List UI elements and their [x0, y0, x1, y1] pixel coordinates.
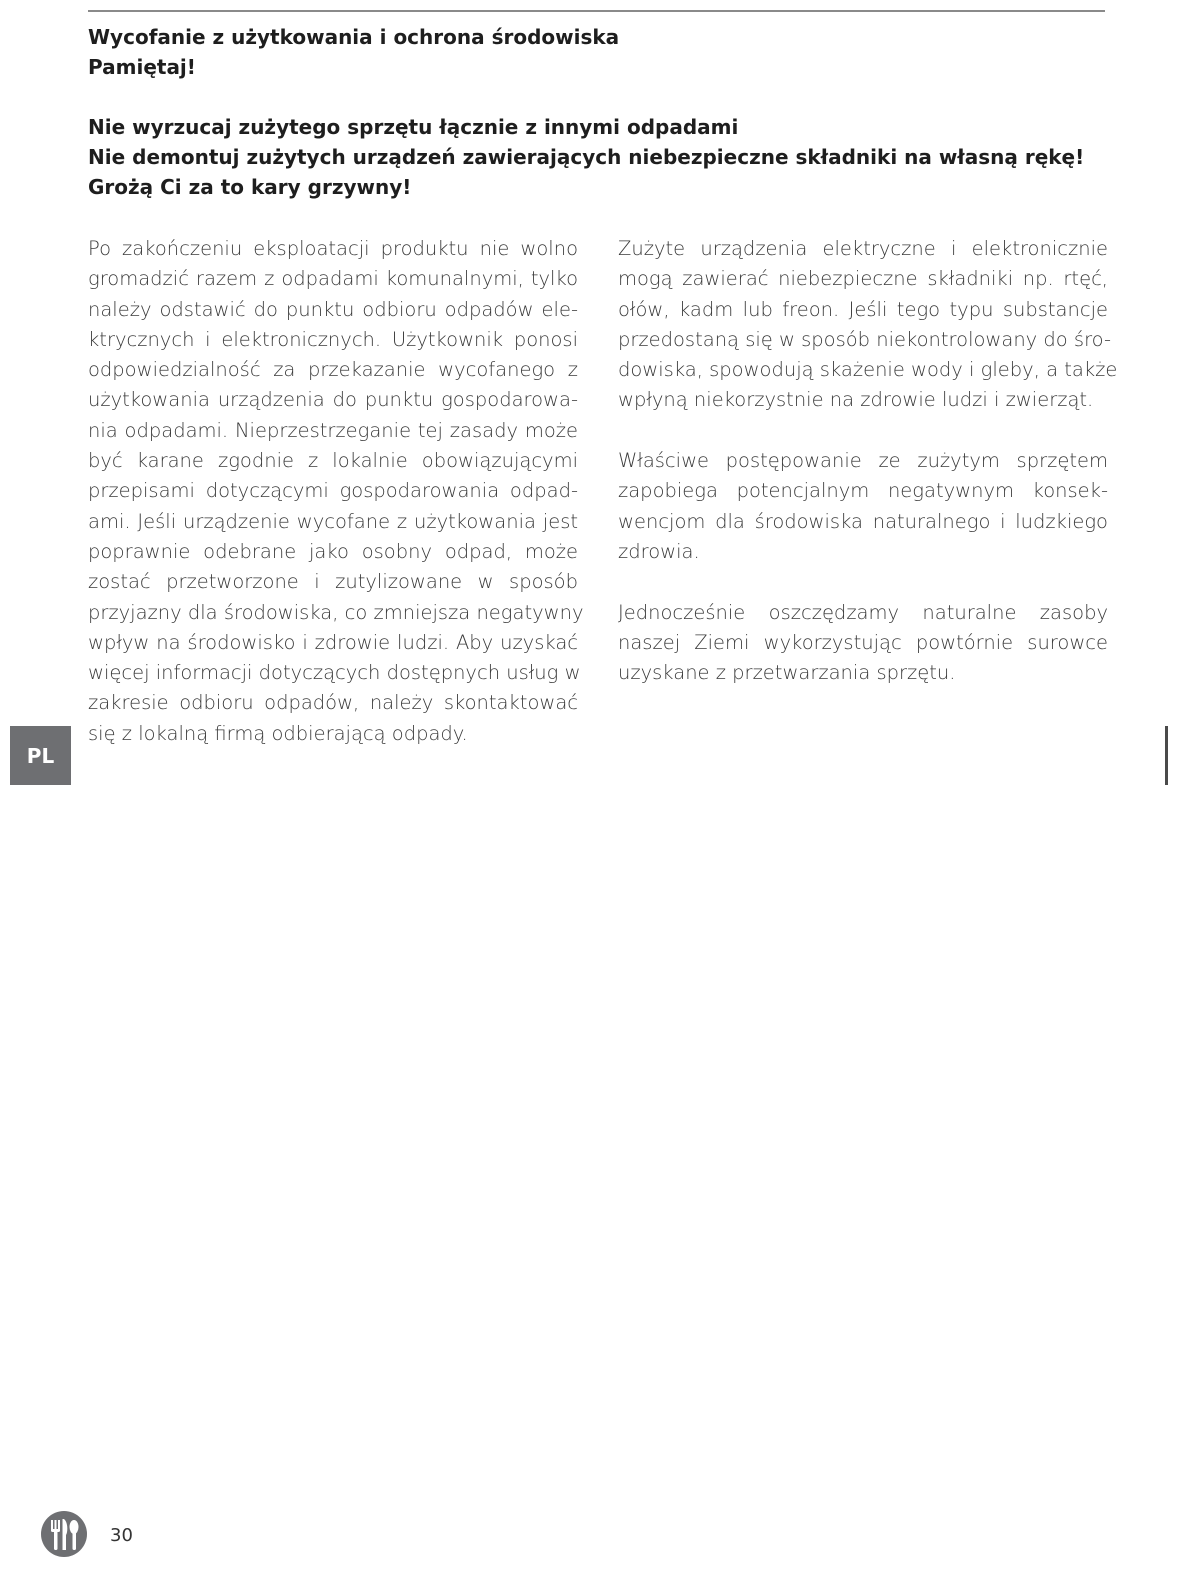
text-line: ami. Jeśli urządzenie wycofane z użytkowania jest — [88, 509, 578, 533]
text-line: uzyskane z przetwarzania sprzętu. — [618, 661, 956, 685]
left-text-column — [88, 234, 584, 779]
text-line: przepisami dotyczącymi gospodarowania odpad- — [88, 479, 578, 503]
text-line: poprawnie odebrane jako osobny odpad, może — [88, 539, 578, 563]
text-line: Zużyte urządzenia elektryczne i elektronicznie — [618, 237, 1108, 260]
warning-line: Nie wyrzucaj zużytego sprzętu łącznie z innymi odpadami — [88, 115, 739, 139]
text-line: wencjom dla środowiska naturalnego i ludzkiego — [618, 509, 1108, 533]
text-line: zostać przetworzone i zutylizowane w sposób — [88, 570, 578, 594]
text-line: być karane zgodnie z lokalnie obowiązującymi — [88, 449, 578, 473]
text-line: nia odpadami. Nieprzestrzeganie tej zasady może — [88, 418, 578, 442]
hazard-paragraph — [618, 234, 1118, 416]
section-title: Wycofanie z użytkowania i ochrona środowiska — [88, 25, 620, 49]
text-line: gromadzić razem z odpadami komunalnymi, tylko — [88, 267, 578, 291]
text-line: Jednocześnie oszczędzamy naturalne zasoby — [618, 600, 1108, 624]
remember-label: Pamiętaj! — [88, 55, 196, 79]
text-line: wpłyną niekorzystnie na zdrowie ludzi i zwierząt. — [618, 388, 1094, 412]
text-line: zakresie odbioru odpadów, należy skontaktować — [88, 691, 578, 715]
text-line: przedostaną się w sposób niekontrolowany do śro- — [618, 327, 1112, 351]
text-line: należy odstawić do punktu odbioru odpadów ele- — [88, 297, 578, 321]
text-line: Po zakończeniu eksploatacji produktu nie wolno — [88, 237, 578, 260]
text-line: zapobiega potencjalnym negatywnym konsek- — [618, 479, 1108, 503]
text-line: naszej Ziemi wykorzystując powtórnie surowce — [618, 630, 1108, 654]
text-line: Właściwe postępowanie ze zużytym sprzętem — [618, 449, 1108, 473]
text-line: więcej informacji dotyczących dostępnych usług w — [88, 661, 581, 685]
text-line: przyjazny dla środowiska, co zmniejsza negatywny — [88, 600, 584, 624]
resources-paragraph — [618, 598, 1108, 689]
text-line: mogą zawierać niebezpieczne składniki np. rtęć, — [618, 267, 1108, 291]
disposal-paragraph — [88, 234, 584, 749]
language-tab — [10, 726, 71, 785]
warning-line: Grożą Ci za to kary grzywny! — [88, 175, 412, 199]
cutlery-logo-icon — [40, 1510, 88, 1558]
text-line: użytkowania urządzenia do punktu gospodarowa- — [88, 388, 578, 412]
text-line: ołów, kadm lub freon. Jeśli tego typu substancje — [618, 297, 1108, 321]
text-line: ktrycznych i elektronicznych. Użytkownik ponosi — [88, 327, 578, 351]
right-text-column — [618, 234, 1118, 719]
text-line: wpływ na środowisko i zdrowie ludzi. Aby uzyskać — [88, 630, 578, 654]
proper-handling-paragraph — [618, 446, 1108, 567]
text-line: odpowiedzialność za przekazanie wycofanego z — [88, 358, 578, 382]
page-edge-marker — [1165, 726, 1168, 785]
text-line: się z lokalną firmą odbierającą odpady. — [88, 721, 468, 745]
warning-line: Nie demontuj zużytych urządzeń zawierających niebezpieczne składniki na własną rękę! — [88, 145, 1085, 169]
page-number: 30 — [110, 1525, 133, 1546]
language-label: PL — [26, 743, 55, 768]
warning-heading-block — [88, 22, 1088, 202]
top-divider — [88, 10, 1105, 12]
text-line: zdrowia. — [618, 539, 700, 563]
text-line: dowiska, spowodują skażenie wody i gleby, a także — [618, 358, 1118, 382]
